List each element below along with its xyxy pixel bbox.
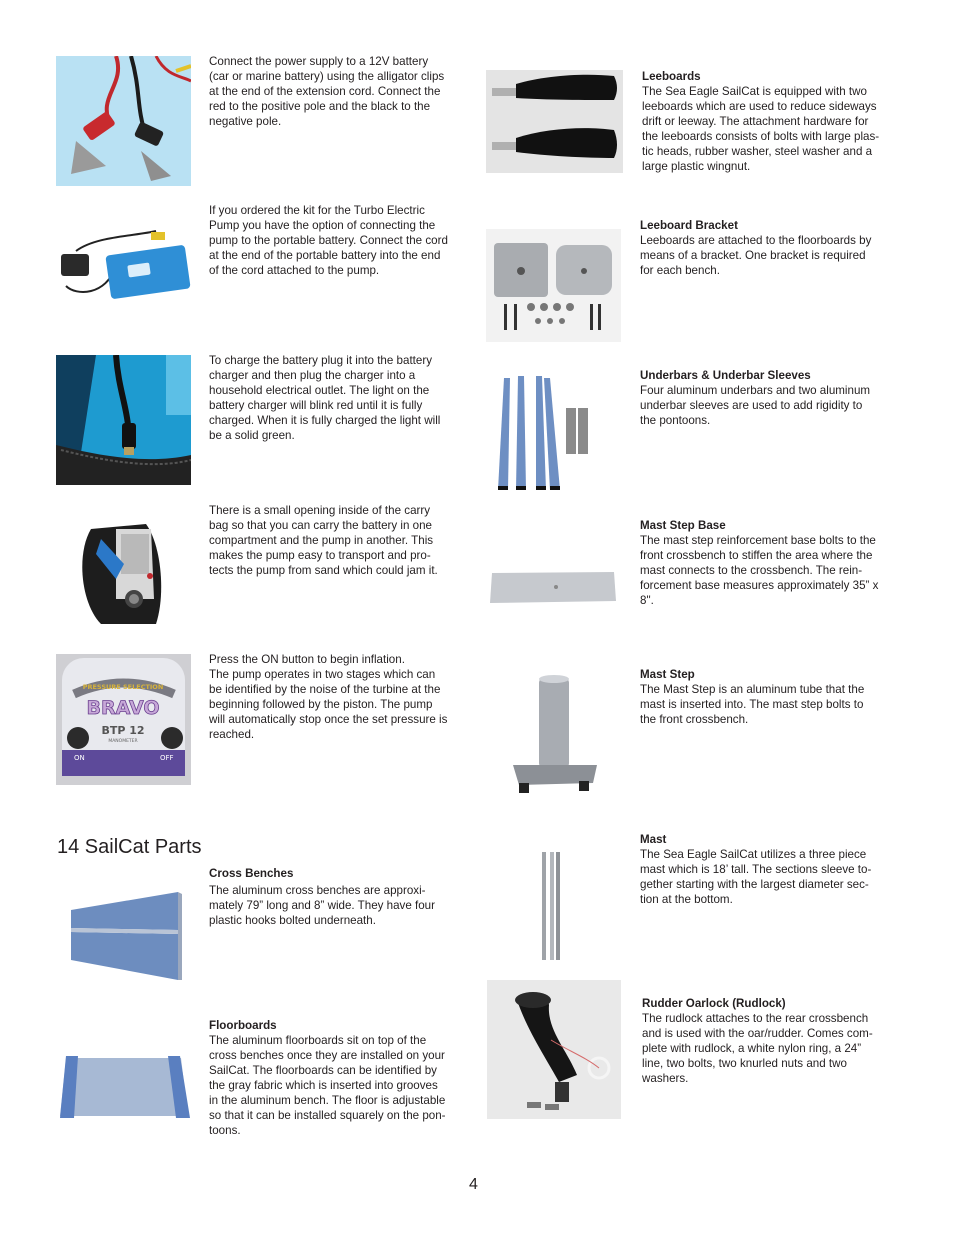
off-button xyxy=(161,727,183,749)
part-body: The aluminum cross benches are approxi- mately 79” long and 8” wide. They have four plastic hooks bolted underneath. xyxy=(209,884,435,927)
part-body: The Mast Step is an aluminum tube that the mast is inserted into. The mast step bolts to the front crossbench. xyxy=(640,683,865,726)
part-leeboard-bracket xyxy=(640,218,910,278)
part-title: Leeboards xyxy=(642,70,701,83)
part-title: Floorboards xyxy=(209,1019,277,1032)
part-title: Mast xyxy=(640,833,667,846)
cross-benches-photo xyxy=(56,880,191,985)
left-text-2 xyxy=(209,203,474,278)
floorboards-photo xyxy=(56,1048,191,1123)
pump-sub: MANOMETER xyxy=(108,739,138,744)
pump-off-label: OFF xyxy=(160,754,174,762)
pump-brand: BRAVO xyxy=(86,697,160,719)
section-title: 14 SailCat Parts xyxy=(57,836,202,858)
on-button xyxy=(67,727,89,749)
mast-step-photo xyxy=(505,673,603,801)
part-body: Leeboards are attached to the floorboards by means of a bracket. One bracket is required for each bench. xyxy=(640,234,872,277)
part-mast-step xyxy=(640,667,910,727)
part-title: Leeboard Bracket xyxy=(640,219,738,232)
part-title: Underbars & Underbar Sleeves xyxy=(640,369,811,382)
part-title: Mast Step Base xyxy=(640,519,726,532)
part-mast xyxy=(640,832,910,907)
alligator-clips-photo xyxy=(56,56,191,186)
mast-step-base-photo xyxy=(486,565,621,610)
leeboards-photo xyxy=(486,70,623,173)
part-body: The mast step reinforcement base bolts to the front crossbench to stiffen the area where the mast connects to the crossbench. The rein- forcement base measures approximately 35” x 8". xyxy=(640,534,879,607)
portable-battery-photo xyxy=(56,206,191,336)
part-underbars xyxy=(640,368,910,428)
part-rudlock xyxy=(642,996,912,1086)
left-text-body: If you ordered the kit for the Turbo Electric Pump you have the option of connecting the pump to the portable battery. Connect the cord at the end of the portable battery into the end of the cord attached to the pump. xyxy=(209,204,448,277)
pump-control-panel-photo xyxy=(56,654,191,785)
part-mast-step-base xyxy=(640,518,910,608)
left-text-1 xyxy=(209,54,474,129)
part-body: The aluminum floorboards sit on top of the cross benches once they are installed on your SailCat. The floorboards can be identified by the gray fabric which is inserted into grooves in the aluminum bench. The floor is adjustable so that it can be installed squarely on the pon- toons. xyxy=(209,1034,446,1137)
part-body: Four aluminum underbars and two aluminum underbar sleeves are used to add rigidity to the pontoons. xyxy=(640,384,871,427)
part-title: Mast Step xyxy=(640,668,695,681)
underbars-photo xyxy=(486,372,621,495)
part-body: The Sea Eagle SailCat utilizes a three piece mast which is 18’ tall. The sections sleeve to- gether starting with the largest diameter sec- tion at the bottom. xyxy=(640,848,872,906)
page-number: 4 xyxy=(469,1176,478,1193)
part-body: The Sea Eagle SailCat is equipped with two leeboards which are used to reduce sideways drift or leeway. The attachment hardware for the leeboards consists of bolts with large plas- tic heads, rubber washer, steel washer and a large plastic wingnut. xyxy=(642,85,880,173)
pump-model: BTP 12 xyxy=(101,724,145,737)
left-text-body: To charge the battery plug it into the battery charger and then plug the charger into a household electrical outlet. The light on the battery charger will blink red until it is fully charged. When it is fully charged the light will be a solid green. xyxy=(209,354,441,442)
part-leeboards xyxy=(642,69,912,174)
part-cross-benches xyxy=(209,866,474,928)
pump-on-label: ON xyxy=(74,754,85,762)
left-text-5 xyxy=(209,652,474,742)
left-text-4 xyxy=(209,503,474,578)
part-title: Rudder Oarlock (Rudlock) xyxy=(642,997,786,1010)
pump-arc-label: PRESSURE SELECTION xyxy=(82,683,164,691)
charger-plug-photo xyxy=(56,355,191,485)
part-title: Cross Benches xyxy=(209,867,294,880)
left-text-body: Connect the power supply to a 12V battery (car or marine battery) using the alligator clips at the end of the extension cord. Connect the red to the positive pole and the black to the negative pole. xyxy=(209,55,445,128)
leeboard-bracket-photo xyxy=(486,229,621,342)
part-floorboards xyxy=(209,1018,474,1138)
part-body: The rudlock attaches to the rear crossbench and is used with the oar/rudder. Comes com- plete with rudlock, a white nylon ring, a 24” line, two bolts, two knurled nuts and two washers. xyxy=(642,1012,873,1085)
left-text-body: There is a small opening inside of the carry bag so that you can carry the battery in one compartment and the pump in another. This makes the pump easy to transport and pro- tects the pump from sand which could jam it. xyxy=(209,504,438,577)
carry-bag-photo xyxy=(56,504,191,634)
left-text-body: Press the ON button to begin inflation. The pump operates in two stages which can be identified by the noise of the turbine at the beginning followed by the piston. The pump will automatically stop once the set pressure is reached. xyxy=(209,653,448,741)
rudlock-photo xyxy=(487,980,621,1119)
left-text-3 xyxy=(209,353,474,443)
mast-photo xyxy=(530,850,570,962)
